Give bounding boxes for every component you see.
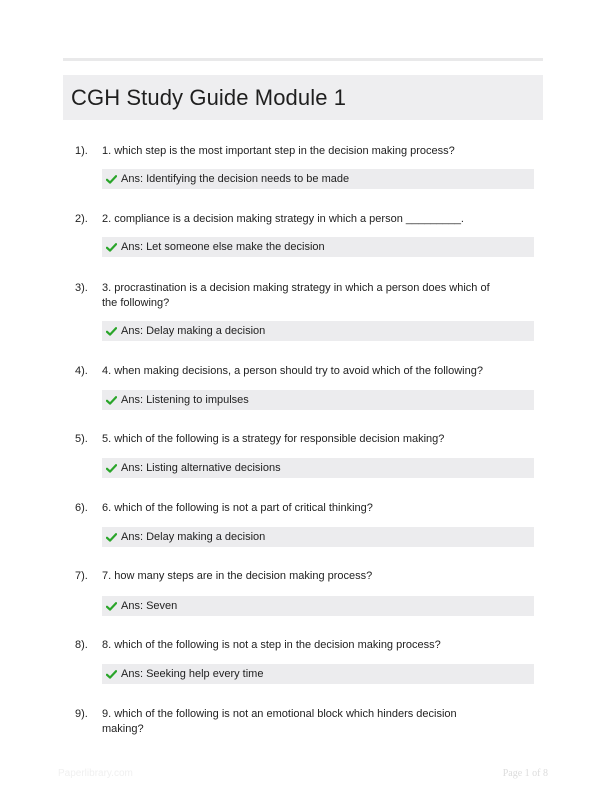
answer-text: Ans: Listing alternative decisions <box>121 462 281 474</box>
question-number: 2). <box>75 213 88 225</box>
top-divider <box>63 58 543 61</box>
question-text: 8. which of the following is not a step in the decision making process? <box>102 639 441 651</box>
checkmark-icon <box>106 395 117 406</box>
question-number: 4). <box>75 365 88 377</box>
question-text: 3. procrastination is a decision making strategy in which a person does which of the following? <box>102 282 490 309</box>
question-text: 1. which step is the most important step in the decision making process? <box>102 145 455 157</box>
title-bar <box>63 75 543 120</box>
question-text: 7. how many steps are in the decision making process? <box>102 570 373 582</box>
checkmark-icon <box>106 601 117 612</box>
page-number: Page 1 of 8 <box>502 768 548 779</box>
answer-text: Ans: Let someone else make the decision <box>121 241 325 253</box>
checkmark-icon <box>106 669 117 680</box>
question-number: 3). <box>75 282 88 294</box>
answer-box <box>102 321 534 341</box>
answer-text: Ans: Seeking help every time <box>121 668 264 680</box>
answer-text: Ans: Delay making a decision <box>121 531 266 543</box>
question-number: 1). <box>75 145 88 157</box>
answer-box <box>102 664 534 684</box>
checkmark-icon <box>106 532 117 543</box>
question-text: 9. which of the following is not an emotional block which hinders decision making? <box>102 708 457 735</box>
answer-box <box>102 596 534 616</box>
question-number: 5). <box>75 433 88 445</box>
question-number: 8). <box>75 639 88 651</box>
answer-text: Ans: Identifying the decision needs to be made <box>121 173 350 185</box>
checkmark-icon <box>106 463 117 474</box>
answer-box <box>102 169 534 189</box>
checkmark-icon <box>106 326 117 337</box>
question-text: 2. compliance is a decision making strategy in which a person _________. <box>102 213 464 225</box>
footer-watermark: Paperlibrary.com <box>58 768 133 779</box>
question-number: 9). <box>75 708 88 720</box>
question-text: 5. which of the following is a strategy for responsible decision making? <box>102 433 445 445</box>
answer-box <box>102 237 534 257</box>
question-number: 6). <box>75 502 88 514</box>
checkmark-icon <box>106 174 117 185</box>
question-text: 6. which of the following is not a part of critical thinking? <box>102 502 373 514</box>
question-number: 7). <box>75 570 88 582</box>
answer-box <box>102 527 534 547</box>
answer-text: Ans: Delay making a decision <box>121 325 266 337</box>
checkmark-icon <box>106 242 117 253</box>
answer-box <box>102 390 534 410</box>
question-text: 4. when making decisions, a person should try to avoid which of the following? <box>102 365 483 377</box>
page-title: CGH Study Guide Module 1 <box>71 84 347 110</box>
answer-text: Ans: Listening to impulses <box>121 394 249 406</box>
answer-text: Ans: Seven <box>121 600 178 612</box>
answer-box <box>102 458 534 478</box>
